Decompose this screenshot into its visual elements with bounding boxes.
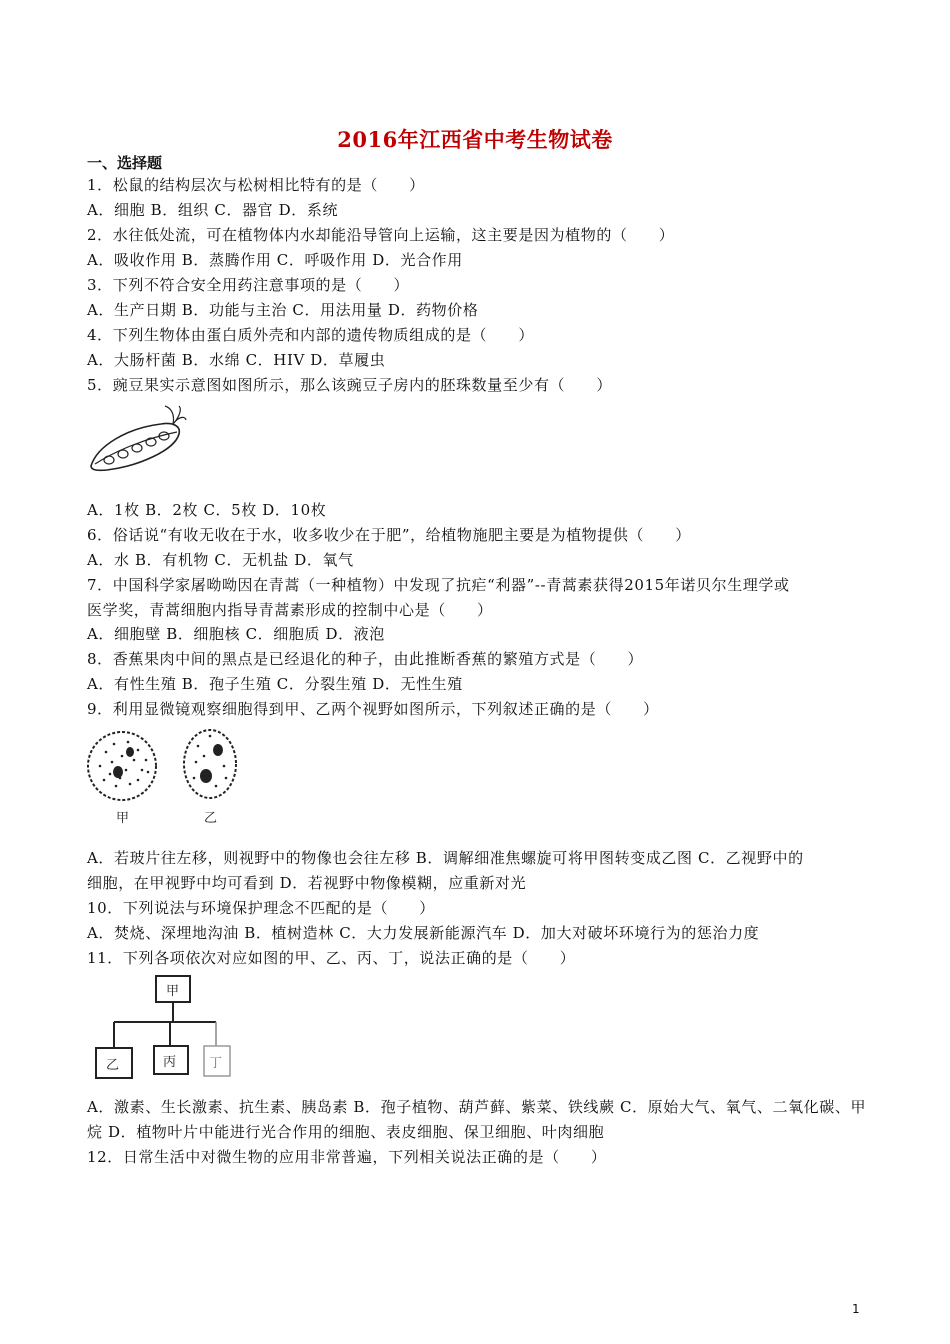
question-1: 1．松鼠的结构层次与松树相比特有的是（ ） [87,176,425,194]
options-3: A．生产日期 B．功能与主治 C．用法用量 D．药物价格 [87,301,479,319]
options-6: A．水 B．有机物 C．无机盐 D．氧气 [87,551,354,569]
microscope-fields-figure [86,722,256,830]
node-jia: 甲 [166,984,180,999]
options-8: A．有性生殖 B．孢子生殖 C．分裂生殖 D．无性生殖 [87,675,463,693]
question-3: 3．下列不符合安全用药注意事项的是（ ） [87,276,410,294]
question-2: 2．水往低处流，可在植物体内水却能沿导管向上运输，这主要是因为植物的（ ） [87,226,675,244]
options-4: A．大肠杆菌 B．水绵 C．HIV D．草履虫 [87,351,386,369]
options-1: A．细胞 B．组织 C．器官 D．系统 [87,201,339,219]
node-yi: 乙 [106,1058,120,1073]
field-label-yi: 乙 [204,811,218,826]
page-number: 1 [852,1302,860,1316]
options-11-line2: 烷 D．植物叶片中能进行光合作用的细胞、表皮细胞、保卫细胞、叶肉细胞 [87,1123,605,1141]
options-10: A．焚烧、深埋地沟油 B．植树造林 C．大力发展新能源汽车 D．加大对破坏环境行为的惩治力度 [87,924,760,942]
field-label-jia: 甲 [116,811,130,826]
options-5: A．1枚 B．2枚 C．5枚 D．10枚 [87,501,327,519]
options-2: A．吸收作用 B．蒸腾作用 C．呼吸作用 D．光合作用 [87,251,463,269]
question-9: 9．利用显微镜观察细胞得到甲、乙两个视野如图所示，下列叙述正确的是（ ） [87,700,659,718]
question-4: 4．下列生物体由蛋白质外壳和内部的遗传物质组成的是（ ） [87,326,534,344]
question-6: 6．俗话说“有收无收在于水，收多收少在于肥”，给植物施肥主要是为植物提供（ ） [87,526,691,544]
question-5: 5．豌豆果实示意图如图所示，那么该豌豆子房内的胚珠数量至少有（ ） [87,376,612,394]
question-8: 8．香蕉果肉中间的黑点是已经退化的种子，由此推断香蕉的繁殖方式是（ ） [87,650,644,668]
question-11: 11．下列各项依次对应如图的甲、乙、丙、丁，说法正确的是（ ） [87,949,576,967]
options-7: A．细胞壁 B．细胞核 C．细胞质 D．液泡 [87,625,385,643]
section-heading: 一、选择题 [87,154,163,172]
hierarchy-figure [90,972,240,1084]
pea-pod-figure [87,404,187,476]
page-title: 2016年江西省中考生物试卷 [337,127,613,152]
question-7-cont: 医学奖，青蒿细胞内指导青蒿素形成的控制中心是（ ） [87,601,493,619]
node-ding: 丁 [209,1056,223,1071]
options-9-line1: A．若玻片往左移，则视野中的物像也会往左移 B．调解细准焦螺旋可将甲图转变成乙图 C．乙视野中的 [87,849,804,867]
options-9-line2: 细胞，在甲视野中均可看到 D．若视野中物像模糊，应重新对光 [87,874,527,892]
question-7: 7．中国科学家屠呦呦因在青蒿（一种植物）中发现了抗疟“利器”--青蒿素获得2015年诺贝尔生理学或 [87,576,790,594]
options-11-line1: A．激素、生长激素、抗生素、胰岛素 B．孢子植物、葫芦藓、紫菜、铁线蕨 C．原始大气、氧气、二氧化碳、甲 [87,1098,867,1116]
question-10: 10．下列说法与环境保护理念不匹配的是（ ） [87,899,435,917]
node-bing: 丙 [163,1055,177,1070]
question-12: 12．日常生活中对微生物的应用非常普遍，下列相关说法正确的是（ ） [87,1148,607,1166]
